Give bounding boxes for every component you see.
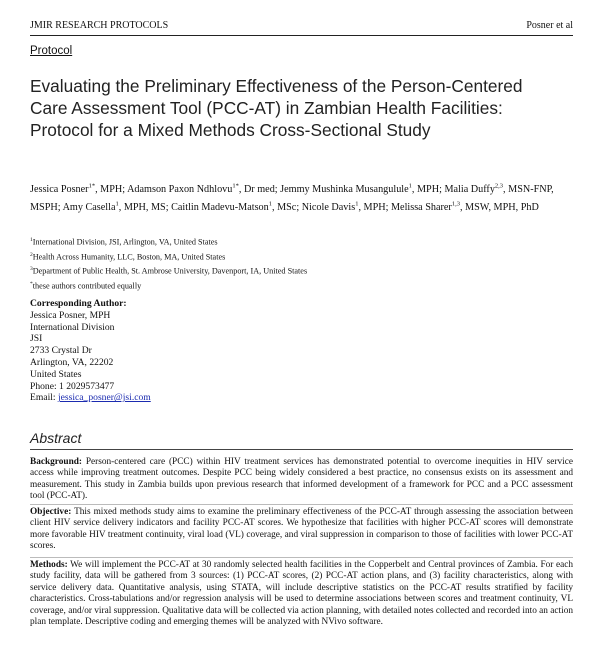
author: Amy Casella$^1$, MPH, MS; [62, 200, 172, 213]
section-label: Background: [30, 457, 83, 467]
author-list [30, 180, 573, 215]
author: Jessica Posner$^{1*}$, MPH; [30, 183, 128, 196]
article-title [30, 75, 573, 141]
author: Melissa Sharer$^{1,3}$, MSW, MPH, PhD [391, 200, 539, 213]
author: Nicole Davis$^1$, MPH; [301, 200, 391, 213]
title-line: Evaluating the Preliminary Effectiveness of the Person-Centered [30, 76, 523, 96]
corresponding-country: United States [30, 368, 82, 380]
corresponding-org: JSI [30, 333, 43, 345]
author: Caitlin Madevu-Matson$^1$, MSc; [171, 200, 302, 213]
abstract-background [30, 457, 573, 503]
abstract-objective [30, 507, 573, 553]
affiliation: $^1$International Division, JSI, Arlington, VA, United States [30, 237, 218, 247]
section-text: Person-centered care (PCC) within HIV treatment services has demonstrated potential to overcome inequities in HIV service access while improving treatment outcomes. Despite PCC being widely considered a best practice, no consensus exists on its assessment and measurement. This study in Zambia builds upon previous research that informed development of a framework for PCC and a PCC assessment tool (PCC-AT). [30, 457, 573, 502]
affiliation: $^2$Health Across Humanity, LLC, Boston, MA, United States [30, 251, 226, 262]
running-author: Posner et al [526, 20, 573, 31]
corresponding-org: International Division [30, 321, 115, 333]
affiliation-list [30, 234, 573, 293]
corresponding-author-block [30, 298, 573, 404]
section-text: This mixed methods study aims to examine the preliminary effectiveness of the PCC-AT through assessing the association between client HIV service delivery indicators and facility PCC-AT scores. We hypothesize that facilities with higher PCC-AT scores will demonstrate more favorable HIV treatment continuity, viral load (VL) coverage, and viral suppression in comparison to those of facilities with lower PCC-AT scores. [30, 507, 573, 552]
title-line: Protocol for a Mixed Methods Cross-Sectional Study [30, 120, 431, 140]
affiliation: *these authors contributed equally [30, 281, 142, 291]
abstract-separator [30, 557, 573, 558]
email-link[interactable]: jessica_posner@jsi.com [57, 392, 151, 404]
corresponding-name: Jessica Posner, MPH [30, 309, 111, 321]
section-label: Methods: [30, 560, 68, 570]
journal-name: JMIR RESEARCH PROTOCOLS [30, 20, 169, 31]
corresponding-city: Arlington, VA, 22202 [30, 356, 114, 368]
author: Adamson Paxon Ndhlovu$^{1*}$, Dr med; [127, 183, 281, 196]
corresponding-phone: Phone: 1 2029573477 [30, 380, 115, 392]
article-type-label: Protocol [30, 45, 73, 57]
section-label: Objective: [30, 507, 72, 517]
abstract-rule [30, 449, 573, 450]
abstract-methods [30, 560, 573, 628]
author: Jemmy Mushinka Musangulule$^1$, MPH; [280, 183, 445, 196]
running-header [30, 20, 573, 31]
corresponding-heading: Corresponding Author: [30, 298, 127, 309]
header-rule [30, 35, 573, 36]
affiliation: $^3$Department of Public Health, St. Ambrose University, Davenport, IA, United States [30, 266, 308, 277]
corresponding-email-row: Email: jessica_posner@jsi.com [30, 392, 151, 404]
abstract-heading: Abstract [30, 430, 82, 446]
section-text: We will implement the PCC-AT at 30 randomly selected health facilities in the Copperbelt and Central provinces of Zambia. For each study facility, data will be gathered from 3 sources: (1) PCC-AT scores, (2) PCC-AT action plans, and (3) facility characteristics, along with service delivery data. Quantitative analysis, using STATA, will include descriptive statistics on the PCC-AT results stratified by facility characteristics. Cross-tabulations and/or regression analysis will be used to determine associations between scores and treatment continuity, VL coverage, and/or viral suppression. Qualitative data will be collected via action planning, with detailed notes collected and recorded into an action plan template. Descriptive coding and emerging themes will be analyzed with NVivo software. [30, 560, 573, 628]
title-line: Care Assessment Tool (PCC-AT) in Zambian Health Facilities: [30, 98, 503, 118]
author: Malia Duffy$^{2,3}$, MSN-FNP, MSPH; [30, 183, 554, 213]
corresponding-street: 2733 Crystal Dr [30, 345, 92, 357]
abstract-separator [30, 504, 573, 505]
